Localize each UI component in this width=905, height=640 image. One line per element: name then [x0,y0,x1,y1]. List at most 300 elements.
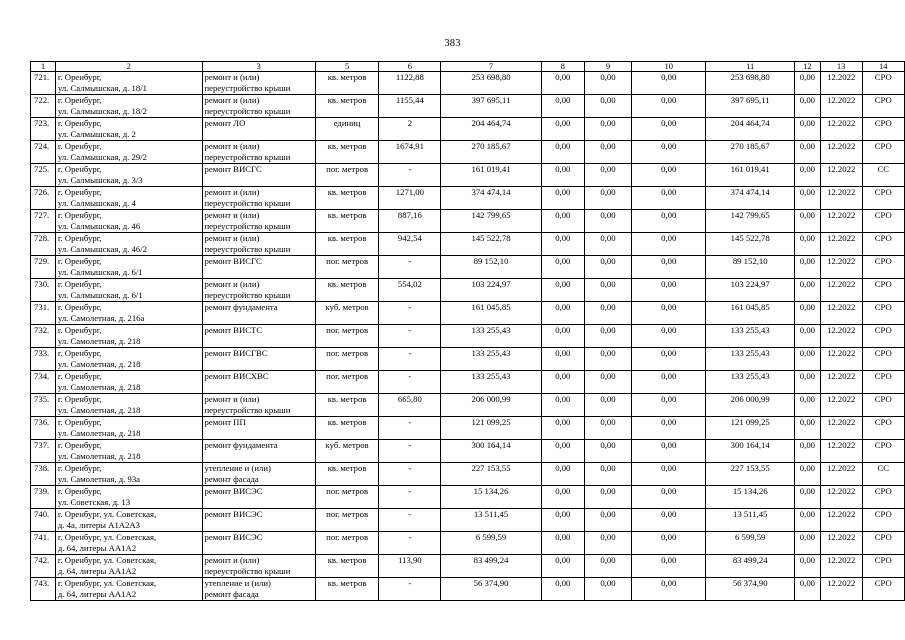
quantity: 887,16 [397,210,422,220]
col11-value: 15 134,26 [732,486,768,496]
unit-cell [315,256,379,279]
unit: кв. метров [327,233,367,243]
work-type-line-1: ремонт ВИСЭС [204,532,263,542]
col8-value: 0,00 [555,256,571,266]
row-number-cell [31,394,56,417]
address-cell [55,509,202,532]
col12-value: 0,00 [799,463,815,473]
col12-value: 0,00 [799,164,815,174]
quantity-cell [379,279,441,302]
total-cost-cell [441,532,541,555]
address-cell [55,371,202,394]
total-cost: 161 019,41 [471,164,511,174]
col9-value: 0,00 [600,72,616,82]
col12-value-cell [795,302,821,325]
completion-date-cell [820,348,862,371]
work-type-cell [202,486,315,509]
work-type-line-1: ремонт фундамента [204,302,278,312]
col12-value-cell [795,95,821,118]
col11-value: 227 153,55 [730,463,770,473]
address-line-1: г. Оренбург, [57,417,102,427]
column-header: 11 [706,62,795,72]
completion-date-cell [820,417,862,440]
col12-value: 0,00 [799,256,815,266]
completion-date: 12.2022 [827,417,856,427]
col9-value-cell [584,348,631,371]
quantity: 1271,00 [395,187,424,197]
col12-value-cell [795,164,821,187]
method-code: СС [877,463,890,473]
method-code: СС [877,164,890,174]
address-line-1: г. Оренбург, [57,164,102,174]
col9-value: 0,00 [600,210,616,220]
unit: пог. метров [326,509,369,519]
completion-date: 12.2022 [827,279,856,289]
col12-value-cell [795,463,821,486]
work-type-line-2: переустройство крыши [204,221,291,231]
col11-value: 133 255,43 [730,371,770,381]
total-cost: 15 134,26 [473,486,509,496]
address-cell [55,532,202,555]
col10-value: 0,00 [661,532,677,542]
col11-value: 89 152,10 [732,256,768,266]
unit-cell [315,394,379,417]
completion-date: 12.2022 [827,95,856,105]
col11-value: 300 164,14 [730,440,770,450]
unit: кв. метров [327,555,367,565]
row-number-cell [31,417,56,440]
col10-value-cell [632,578,706,601]
quantity: - [408,371,412,381]
col12-value: 0,00 [799,279,815,289]
work-type-cell [202,279,315,302]
unit-cell [315,417,379,440]
col8-value: 0,00 [555,164,571,174]
col12-value: 0,00 [799,210,815,220]
total-cost-cell [441,486,541,509]
col12-value: 0,00 [799,325,815,335]
col12-value-cell [795,118,821,141]
col11-value-cell [706,394,795,417]
table-row [31,256,905,279]
work-type-line-1: ремонт ВИСТС [204,325,263,335]
work-type-line-2: переустройство крыши [204,83,291,93]
quantity: 2 [407,118,413,128]
col11-value: 133 255,43 [730,325,770,335]
row-number: 730. [34,279,50,289]
col12-value-cell [795,325,821,348]
row-number-cell [31,578,56,601]
address-cell [55,256,202,279]
col8-value: 0,00 [555,509,571,519]
quantity: - [408,463,412,473]
completion-date: 12.2022 [827,440,856,450]
completion-date-cell [820,210,862,233]
col10-value: 0,00 [661,118,677,128]
total-cost-cell [441,279,541,302]
col9-value: 0,00 [600,187,616,197]
address-line-2: ул. Самолетная, д. 216а [57,313,145,323]
completion-date-cell [820,141,862,164]
unit-cell [315,509,379,532]
address-line-2: ул. Салмышская, д. 46/2 [57,244,147,254]
address-line-1: г. Оренбург, ул. Советская, [57,578,157,588]
col12-value: 0,00 [799,118,815,128]
row-number: 721. [34,72,50,82]
work-type-line-1: ремонт и (или) [204,187,260,197]
work-type-cell [202,118,315,141]
col10-value: 0,00 [661,371,677,381]
col9-value: 0,00 [600,532,616,542]
total-cost-cell [441,72,541,95]
address-line-1: г. Оренбург, [57,279,102,289]
method-code-cell [862,210,904,233]
address-line-2: ул. Салмышская, д. 6/1 [57,290,143,300]
method-code-cell [862,141,904,164]
row-number-cell [31,302,56,325]
col12-value: 0,00 [799,302,815,312]
table-row [31,348,905,371]
method-code-cell [862,463,904,486]
method-code: СРО [874,371,892,381]
method-code-cell [862,72,904,95]
address-line-1: г. Оренбург, [57,371,102,381]
col10-value: 0,00 [661,440,677,450]
completion-date: 12.2022 [827,141,856,151]
work-type-line-1: ремонт ВИСЭС [204,509,263,519]
column-number-header-row [31,62,905,72]
quantity: 554,02 [397,279,422,289]
col8-value-cell [541,440,584,463]
total-cost-cell [441,578,541,601]
method-code-cell [862,302,904,325]
work-type-line-1: ремонт ЛО [204,118,246,128]
method-code-cell [862,164,904,187]
col9-value: 0,00 [600,95,616,105]
col9-value-cell [584,210,631,233]
quantity-cell [379,348,441,371]
work-type-line-1: утепление и (или) [204,463,271,473]
method-code: СРО [874,302,892,312]
address-line-1: г. Оренбург, [57,187,102,197]
col10-value: 0,00 [661,95,677,105]
method-code: СРО [874,118,892,128]
unit-cell [315,233,379,256]
col8-value: 0,00 [555,417,571,427]
col9-value-cell [584,72,631,95]
method-code-cell [862,509,904,532]
total-cost-cell [441,95,541,118]
col10-value: 0,00 [661,486,677,496]
col8-value-cell [541,95,584,118]
col8-value: 0,00 [555,348,571,358]
col9-value: 0,00 [600,256,616,266]
completion-date-cell [820,440,862,463]
col11-value-cell [706,578,795,601]
row-number-cell [31,440,56,463]
total-cost-cell [441,164,541,187]
quantity-cell [379,72,441,95]
table-row [31,72,905,95]
col11-value-cell [706,279,795,302]
col9-value-cell [584,118,631,141]
col9-value: 0,00 [600,555,616,565]
total-cost: 6 599,59 [475,532,507,542]
quantity: - [408,325,412,335]
address-line-2: д. 64, литеры АА1А2 [57,566,137,576]
total-cost-cell [441,440,541,463]
quantity-cell [379,463,441,486]
work-type-cell [202,95,315,118]
col9-value: 0,00 [600,302,616,312]
completion-date: 12.2022 [827,72,856,82]
row-number: 725. [34,164,50,174]
method-code: СРО [874,348,892,358]
unit-cell [315,302,379,325]
method-code-cell [862,440,904,463]
quantity: 1155,44 [395,95,424,105]
unit-cell [315,118,379,141]
col8-value: 0,00 [555,210,571,220]
col10-value: 0,00 [661,279,677,289]
row-number: 731. [34,302,50,312]
completion-date-cell [820,256,862,279]
method-code: СРО [874,440,892,450]
table-row [31,187,905,210]
col11-value-cell [706,486,795,509]
col8-value-cell [541,486,584,509]
col9-value: 0,00 [600,279,616,289]
table-row [31,210,905,233]
col10-value-cell [632,486,706,509]
completion-date: 12.2022 [827,463,856,473]
address-line-2: ул. Салмышская, д. 4 [57,198,136,208]
table-row [31,141,905,164]
row-number: 742. [34,555,50,565]
col12-value: 0,00 [799,233,815,243]
col10-value-cell [632,371,706,394]
completion-date: 12.2022 [827,256,856,266]
work-type-line-2: переустройство крыши [204,198,291,208]
row-number-cell [31,187,56,210]
completion-date-cell [820,532,862,555]
col10-value: 0,00 [661,325,677,335]
col9-value: 0,00 [600,578,616,588]
col12-value: 0,00 [799,348,815,358]
row-number-cell [31,371,56,394]
col10-value-cell [632,210,706,233]
row-number-cell [31,256,56,279]
quantity: - [408,256,412,266]
col11-value-cell [706,463,795,486]
address-cell [55,578,202,601]
completion-date-cell [820,555,862,578]
unit-cell [315,371,379,394]
work-type-line-1: ремонт и (или) [204,141,260,151]
col12-value-cell [795,141,821,164]
unit: пог. метров [326,371,369,381]
method-code: СРО [874,233,892,243]
total-cost-cell [441,302,541,325]
completion-date: 12.2022 [827,532,856,542]
method-code-cell [862,394,904,417]
quantity: - [408,578,412,588]
col8-value-cell [541,279,584,302]
method-code: СРО [874,555,892,565]
total-cost: 204 464,74 [471,118,511,128]
col8-value: 0,00 [555,440,571,450]
row-number: 736. [34,417,50,427]
col9-value-cell [584,394,631,417]
row-number-cell [31,555,56,578]
quantity: - [408,532,412,542]
table-row [31,417,905,440]
column-header: 12 [795,62,821,72]
address-cell [55,486,202,509]
column-header: 1 [31,62,56,72]
col12-value-cell [795,187,821,210]
address-line-2: ул. Самолетная, д. 218 [57,359,141,369]
col8-value-cell [541,210,584,233]
column-header: 2 [55,62,202,72]
method-code-cell [862,417,904,440]
col8-value: 0,00 [555,118,571,128]
work-type-line-1: ремонт ВИСГВС [204,348,268,358]
quantity: - [408,440,412,450]
row-number-cell [31,463,56,486]
table-row [31,578,905,601]
work-type-cell [202,210,315,233]
address-cell [55,210,202,233]
col12-value-cell [795,486,821,509]
completion-date: 12.2022 [827,348,856,358]
col12-value-cell [795,210,821,233]
total-cost-cell [441,371,541,394]
address-line-2: ул. Самолетная, д. 218 [57,382,141,392]
work-type-cell [202,141,315,164]
col11-value-cell [706,95,795,118]
row-number-cell [31,95,56,118]
table-row [31,371,905,394]
address-line-1: г. Оренбург, [57,72,102,82]
total-cost: 270 185,67 [471,141,511,151]
col8-value-cell [541,532,584,555]
col8-value-cell [541,118,584,141]
work-type-line-1: ремонт ВИСГС [204,164,262,174]
col9-value-cell [584,95,631,118]
col8-value-cell [541,72,584,95]
row-number-cell [31,509,56,532]
col8-value-cell [541,394,584,417]
total-cost: 133 255,43 [471,348,511,358]
col10-value-cell [632,555,706,578]
col10-value: 0,00 [661,555,677,565]
col12-value: 0,00 [799,555,815,565]
col11-value: 56 374,90 [732,578,768,588]
col10-value-cell [632,325,706,348]
total-cost: 206 000,99 [471,394,511,404]
col12-value: 0,00 [799,509,815,519]
quantity: - [408,348,412,358]
table-row [31,509,905,532]
col10-value-cell [632,394,706,417]
col8-value: 0,00 [555,555,571,565]
col10-value: 0,00 [661,348,677,358]
row-number: 722. [34,95,50,105]
col12-value-cell [795,279,821,302]
col11-value: 206 000,99 [730,394,770,404]
completion-date-cell [820,95,862,118]
completion-date-cell [820,509,862,532]
quantity-cell [379,417,441,440]
total-cost-cell [441,509,541,532]
col11-value-cell [706,256,795,279]
address-line-2: д. 64, литеры АА1А2 [57,589,137,599]
address-cell [55,463,202,486]
row-number: 737. [34,440,50,450]
total-cost-cell [441,256,541,279]
total-cost: 83 499,24 [473,555,509,565]
col11-value: 253 698,80 [730,72,770,82]
col9-value-cell [584,279,631,302]
unit-cell [315,486,379,509]
col9-value: 0,00 [600,118,616,128]
unit: пог. метров [326,532,369,542]
quantity-cell [379,440,441,463]
total-cost: 142 799,65 [471,210,511,220]
total-cost: 121 099,25 [471,417,511,427]
total-cost: 89 152,10 [473,256,509,266]
table-row [31,95,905,118]
method-code-cell [862,233,904,256]
col9-value-cell [584,532,631,555]
row-number: 728. [34,233,50,243]
unit-cell [315,532,379,555]
col12-value: 0,00 [799,141,815,151]
method-code: СРО [874,95,892,105]
col10-value-cell [632,187,706,210]
method-code: СРО [874,256,892,266]
col10-value: 0,00 [661,509,677,519]
quantity-cell [379,95,441,118]
col12-value-cell [795,233,821,256]
row-number: 723. [34,118,50,128]
col10-value: 0,00 [661,187,677,197]
completion-date-cell [820,72,862,95]
unit: пог. метров [326,164,369,174]
col8-value-cell [541,371,584,394]
address-line-1: г. Оренбург, [57,118,102,128]
row-number: 741. [34,532,50,542]
total-cost: 133 255,43 [471,371,511,381]
unit: единиц [333,118,361,128]
col11-value: 374 474,14 [730,187,770,197]
unit-cell [315,164,379,187]
col10-value-cell [632,440,706,463]
total-cost-cell [441,348,541,371]
row-number-cell [31,348,56,371]
total-cost: 397 695,11 [471,95,511,105]
col8-value: 0,00 [555,187,571,197]
col9-value-cell [584,440,631,463]
col10-value-cell [632,164,706,187]
completion-date-cell [820,118,862,141]
unit: куб. метров [325,302,369,312]
col10-value: 0,00 [661,578,677,588]
method-code-cell [862,187,904,210]
work-type-cell [202,509,315,532]
address-cell [55,233,202,256]
